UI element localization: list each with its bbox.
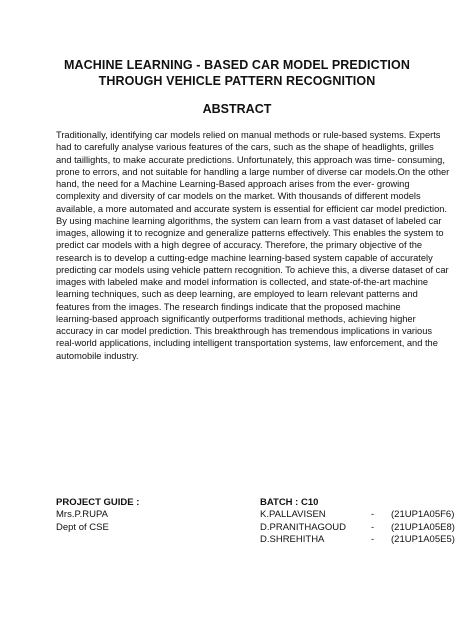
project-guide-label: PROJECT GUIDE : [56, 497, 140, 508]
abstract-line: images with labeled make and model information is collected, and state-of-the-art machine [56, 277, 429, 287]
abstract-line: prone to errors, and not suitable for handling a large number of diverse car models.On the other [56, 166, 450, 177]
abstract-line: automobile industry. [56, 350, 139, 361]
abstract-line: features from the images. The research findings indicate that the proposed machine [56, 301, 401, 312]
abstract-line: research is to develop a cutting-edge machine learning-based system capable of accurately [56, 252, 433, 263]
batch-label: BATCH : C10 [260, 497, 319, 508]
abstract-line: learning-based approach significantly outperforms traditional methods, achieving higher [56, 313, 416, 324]
abstract-line: available, a more automated and accurate system is essential for efficient car model prediction. [56, 203, 448, 214]
abstract-line: predicting car models using vehicle pattern recognition. To achieve this, a diverse dataset of car [56, 264, 449, 275]
abstract-line: learning techniques, such as deep learning, are employed to learn relevant patterns and [56, 289, 418, 300]
batch-member-name: K.PALLAVISEN [260, 509, 326, 520]
title-line-1: MACHINE LEARNING - BASED CAR MODEL PREDICTION [64, 58, 410, 72]
abstract-line: hand, the need for a Machine Learning-Based approach arises from the ever- growing [56, 179, 410, 189]
batch-member-roll: (21UP1A05F6) [391, 509, 455, 520]
batch-member-roll: (21UP1A05E5) [391, 534, 455, 545]
abstract-line: and taillights, to make accurate predictions. Unfortunately, this approach was time- consuming, [56, 154, 445, 165]
abstract-line: images, allowing it to recognize and generalize patterns effectively. This enables the system to [56, 228, 444, 238]
batch-member-separator: - [371, 509, 375, 520]
abstract-line: complexity and diversity of car models on the market. With thousands of different models [56, 191, 421, 202]
guide-name: Mrs.P.RUPA [56, 509, 108, 520]
batch-member-name: D.PRANITHAGOUD [260, 522, 347, 533]
abstract-line: had to carefully analyse various features of the cars, such as the shape of headlights, grilles [56, 142, 434, 153]
abstract-line: Traditionally, identifying car models relied on manual methods or rule-based systems. Experts [56, 130, 441, 140]
abstract-line: real-world applications, including intelligent transportation systems, law enforcement, and the [56, 338, 438, 349]
batch-member-name: D.SHREHITHA [260, 534, 325, 545]
abstract-line: predict car models with a high degree of accuracy. Therefore, the primary objective of the [56, 240, 423, 251]
abstract-body [56, 129, 450, 362]
batch-member-separator: - [371, 534, 375, 545]
guide-dept: Dept of CSE [56, 522, 109, 533]
abstract-line: By using machine learning algorithms, the system can learn from a vast dataset of labeled car [56, 215, 442, 226]
title-line-2: THROUGH VEHICLE PATTERN RECOGNITION [98, 74, 376, 88]
batch-member-separator: - [371, 522, 375, 533]
abstract-heading: ABSTRACT [202, 102, 272, 116]
batch-member-roll: (21UP1A05E8) [391, 522, 455, 533]
abstract-line: accuracy in car model prediction. This breakthrough has tremendous implications in various [56, 326, 433, 336]
